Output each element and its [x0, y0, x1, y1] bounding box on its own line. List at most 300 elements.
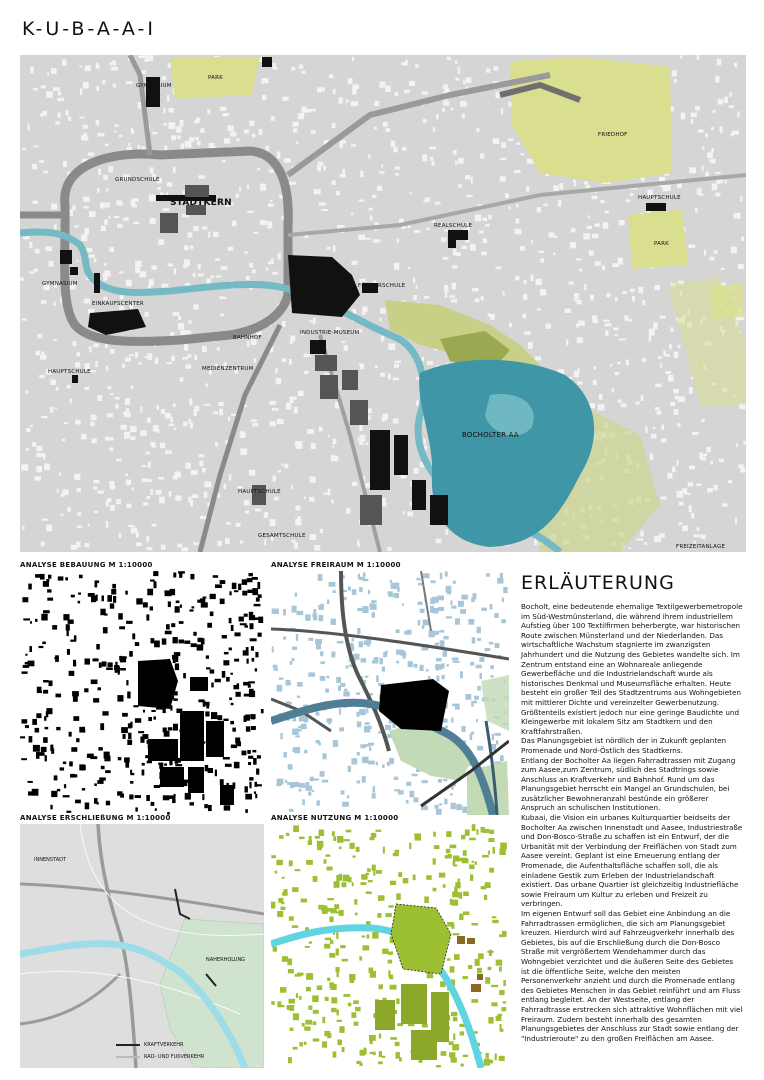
- building-block: [39, 752, 45, 756]
- map-block: [689, 466, 695, 470]
- nutzung-block: [449, 1041, 454, 1045]
- map-block: [653, 427, 655, 429]
- freiraum-block: [322, 780, 329, 783]
- freiraum-block: [359, 641, 364, 647]
- map-block: [168, 122, 175, 129]
- map-block: [81, 434, 86, 440]
- map-block: [40, 113, 43, 117]
- map-block: [124, 432, 130, 439]
- nutzung-block: [339, 910, 344, 916]
- map-block: [193, 304, 198, 309]
- nutzung-block: [340, 945, 345, 948]
- explanation-column: [521, 572, 743, 1043]
- nutzung-block: [313, 1021, 317, 1025]
- building-block: [106, 801, 110, 806]
- building-block: [173, 656, 176, 663]
- building-block: [208, 768, 213, 773]
- map-block: [247, 184, 249, 189]
- freiraum-block: [456, 804, 462, 810]
- map-block: [207, 109, 210, 114]
- map-block: [621, 403, 627, 407]
- nutzung-block: [403, 878, 409, 883]
- map-block: [619, 339, 626, 341]
- map-block: [641, 178, 645, 182]
- legend-rad-fussverkehr: RAD- UND FUßVERKEHR: [144, 1054, 205, 1060]
- nutzung-block: [333, 1051, 337, 1057]
- label-hauptschule-west: HAUPTSCHULE: [48, 369, 91, 375]
- map-block: [728, 480, 733, 483]
- nutzung-block: [339, 847, 342, 850]
- freiraum-block: [388, 591, 393, 594]
- map-block: [180, 120, 184, 126]
- building-block: [236, 692, 241, 697]
- map-block: [61, 493, 65, 497]
- nutzung-block: [484, 885, 486, 890]
- freiraum-block: [473, 701, 477, 704]
- map-block: [109, 166, 114, 172]
- map-block: [130, 426, 137, 432]
- freiraum-block: [304, 750, 307, 754]
- map-block: [235, 523, 240, 527]
- map-block: [475, 215, 481, 222]
- map-block: [282, 321, 286, 327]
- building-block: [210, 669, 215, 673]
- nutzung-block: [460, 1031, 465, 1035]
- building-block: [127, 692, 130, 699]
- map-block: [114, 216, 120, 218]
- building-block: [75, 800, 81, 804]
- map-block: [254, 358, 256, 363]
- building-block: [112, 584, 116, 589]
- freiraum-block: [299, 783, 305, 788]
- building-block: [73, 696, 78, 702]
- building-block: [193, 632, 196, 636]
- label-gymnasium-north: GYMNASIUM: [136, 83, 172, 89]
- map-block: [115, 124, 119, 127]
- nutzung-block: [325, 938, 331, 941]
- map-block: [121, 425, 127, 430]
- freiraum-block: [439, 803, 442, 805]
- map-block: [666, 354, 670, 357]
- map-block: [718, 99, 724, 105]
- map-block: [93, 487, 98, 490]
- map-block: [482, 218, 487, 222]
- map-block: [101, 226, 106, 231]
- nutzung-block: [447, 958, 450, 961]
- map-block: [359, 363, 363, 366]
- nutzung-block: [295, 869, 301, 871]
- building-block: [215, 679, 221, 683]
- map-block: [169, 108, 175, 113]
- nutzung-block: [348, 1003, 352, 1007]
- map-block: [30, 425, 33, 427]
- building-block: [47, 598, 53, 601]
- map-block: [53, 302, 56, 306]
- map-block: [674, 352, 678, 358]
- map-block: [77, 260, 79, 262]
- map-block: [138, 102, 141, 109]
- map-block: [717, 59, 722, 66]
- map-block: [594, 366, 596, 370]
- map-block: [148, 479, 152, 482]
- map-block: [577, 337, 583, 343]
- map-block: [107, 413, 113, 417]
- map-block: [131, 528, 137, 534]
- map-block: [190, 246, 193, 250]
- building-block: [151, 710, 155, 712]
- building-block: [253, 758, 257, 765]
- map-block: [481, 296, 484, 301]
- map-block: [192, 494, 199, 498]
- nutzung-block: [453, 933, 460, 935]
- map-block: [359, 200, 365, 202]
- map-block: [681, 113, 685, 120]
- map-block: [313, 318, 316, 325]
- freiraum-block: [376, 675, 379, 682]
- map-block: [187, 354, 191, 358]
- map-block: [295, 506, 300, 511]
- map-block: [636, 538, 643, 540]
- freiraum-block: [277, 779, 284, 785]
- nutzung-block: [451, 1012, 458, 1016]
- freiraum-block: [473, 593, 477, 599]
- freiraum-block: [344, 689, 347, 692]
- building-block: [124, 757, 130, 762]
- map-block: [93, 480, 99, 484]
- freiraum-block: [316, 644, 321, 650]
- map-block: [738, 111, 740, 117]
- map-block: [122, 364, 125, 368]
- nutzung-block: [482, 855, 489, 858]
- map-block: [488, 313, 491, 316]
- building-block: [28, 781, 33, 783]
- map-block: [261, 78, 264, 84]
- map-block: [173, 312, 180, 316]
- freiraum-block: [453, 661, 460, 663]
- nutzung-block: [308, 1006, 312, 1010]
- building-block: [66, 624, 70, 631]
- map-block: [163, 108, 165, 114]
- label-foerderschule: FÖRDERSCHULE: [358, 283, 406, 289]
- building-block: [249, 615, 255, 620]
- map-block: [102, 80, 105, 84]
- nutzung-block: [434, 845, 440, 849]
- map-block: [671, 327, 674, 332]
- map-block: [317, 166, 321, 172]
- map-block: [379, 171, 384, 173]
- nutzung-block: [342, 882, 347, 887]
- map-block: [503, 291, 505, 295]
- map-block: [613, 328, 618, 331]
- map-block: [204, 482, 211, 488]
- nutzung-block: [483, 829, 489, 833]
- nutzung-block: [359, 1063, 362, 1066]
- map-block: [247, 211, 254, 213]
- map-block: [359, 442, 363, 445]
- building-block: [261, 709, 264, 713]
- freiraum-block: [312, 790, 314, 793]
- building-block: [107, 595, 112, 602]
- map-block: [524, 331, 531, 335]
- freiraum-block: [387, 762, 390, 766]
- map-block: [97, 490, 103, 493]
- freiraum-road-2: [271, 629, 509, 659]
- map-block: [229, 474, 232, 481]
- building-block: [231, 703, 234, 705]
- nutzung-block: [487, 951, 493, 953]
- nutzung-block: [337, 972, 339, 977]
- map-block: [672, 70, 677, 76]
- nutzung-block: [489, 830, 494, 834]
- building-block: [29, 646, 32, 652]
- map-block: [422, 91, 428, 94]
- map-block: [202, 226, 208, 229]
- building-block: [154, 581, 157, 588]
- building-block: [229, 618, 232, 623]
- nutzung-block: [475, 959, 480, 966]
- map-block: [169, 424, 175, 426]
- building-block: [251, 726, 256, 730]
- label-naherholung: NAHERHOLUNG: [206, 957, 246, 963]
- map-block: [344, 345, 348, 351]
- map-block: [535, 356, 541, 360]
- map-block: [430, 157, 433, 161]
- building-block: [135, 807, 138, 811]
- map-block: [83, 82, 89, 88]
- building-block: [125, 591, 128, 595]
- map-block: [74, 474, 80, 480]
- nutzung-block: [369, 837, 374, 840]
- map-block: [593, 380, 597, 385]
- map-block: [385, 86, 391, 92]
- building-block: [175, 663, 179, 670]
- building-block: [175, 764, 182, 766]
- freiraum-block: [461, 726, 465, 732]
- building-block: [180, 605, 182, 608]
- nutzung-block: [317, 841, 324, 848]
- map-block: [167, 362, 172, 364]
- nutzung-block: [288, 1057, 292, 1063]
- map-block: [298, 516, 301, 521]
- map-block: [592, 234, 599, 238]
- freiraum-block: [272, 646, 274, 652]
- map-block: [594, 223, 599, 227]
- building-block: [54, 775, 58, 780]
- building-block: [93, 698, 99, 703]
- map-block: [182, 357, 188, 360]
- map-block: [116, 459, 122, 462]
- map-block: [75, 362, 80, 368]
- map-block: [150, 167, 154, 173]
- map-block: [362, 313, 366, 315]
- freiraum-block: [440, 640, 445, 647]
- freiraum-block: [394, 593, 400, 598]
- map-block: [540, 289, 546, 295]
- nutzung-block: [382, 949, 388, 954]
- nutzung-block: [469, 838, 476, 841]
- map-block: [715, 76, 719, 83]
- nutzung-block: [343, 875, 350, 882]
- map-block: [589, 250, 594, 255]
- map-block: [359, 424, 362, 431]
- nutzung-block: [373, 871, 375, 876]
- nutzung-block: [327, 867, 333, 871]
- freiraum-block: [479, 657, 484, 662]
- building-block: [150, 580, 155, 582]
- map-block: [675, 396, 679, 400]
- nutzung-block: [356, 847, 360, 852]
- map-block: [228, 247, 234, 251]
- nutzung-block: [306, 987, 311, 992]
- building-block: [49, 681, 53, 687]
- freiraum-block: [420, 609, 425, 613]
- freiraum-block: [280, 733, 282, 739]
- map-block: [222, 113, 229, 116]
- nutzung-block: [491, 985, 498, 987]
- map-block: [413, 295, 416, 300]
- freiraum-block: [320, 676, 326, 681]
- map-block: [394, 92, 398, 96]
- label-gymnasium-west: GYMNASIUM: [42, 281, 78, 287]
- map-block: [436, 114, 439, 119]
- freiraum-block: [364, 641, 369, 646]
- map-block: [663, 185, 669, 192]
- building-block: [166, 624, 170, 629]
- freiraum-block: [288, 764, 293, 770]
- map-block: [159, 497, 165, 504]
- map-block: [51, 204, 57, 210]
- building-block: [201, 602, 208, 607]
- map-block: [528, 342, 533, 349]
- freiraum-block: [368, 726, 371, 729]
- map-block: [149, 195, 156, 202]
- freiraum-block: [385, 725, 391, 730]
- nutzung-block: [293, 825, 299, 832]
- building-block: [206, 705, 209, 708]
- building-block: [118, 671, 120, 675]
- nutzung-block: [469, 865, 474, 870]
- freiraum-block: [297, 611, 304, 615]
- nutzung-block: [322, 1041, 327, 1047]
- map-block: [68, 117, 71, 121]
- freiraum-block: [362, 776, 366, 783]
- freiraum-block: [452, 704, 455, 706]
- map-block: [401, 62, 407, 66]
- map-block: [689, 387, 693, 394]
- label-freizeitanlage: FREIZEITANLAGE: [676, 544, 726, 550]
- map-block: [237, 486, 243, 488]
- nutzung-block: [503, 980, 506, 986]
- map-block: [33, 145, 38, 147]
- map-block: [614, 334, 618, 336]
- map-block: [103, 274, 107, 281]
- map-block: [360, 171, 363, 177]
- building-block: [52, 625, 57, 630]
- freiraum-block: [315, 639, 322, 644]
- map-block: [738, 264, 744, 269]
- freiraum-block: [319, 615, 324, 621]
- map-block: [615, 372, 619, 375]
- nutzung-block: [332, 831, 335, 836]
- freiraum-block: [368, 761, 375, 765]
- map-block: [462, 114, 465, 119]
- map-block: [466, 195, 473, 197]
- map-block: [640, 531, 643, 537]
- map-block: [515, 276, 519, 281]
- building-block: [255, 782, 258, 787]
- map-block: [174, 428, 177, 431]
- map-block: [534, 539, 537, 546]
- map-block: [21, 464, 28, 470]
- map-block: [224, 484, 226, 489]
- building-block: [118, 757, 122, 760]
- building-block: [248, 762, 251, 765]
- map-block: [701, 454, 707, 457]
- freiraum-block: [316, 800, 320, 805]
- map-block: [323, 492, 329, 494]
- map-block: [117, 224, 122, 228]
- freiraum-block: [357, 608, 363, 611]
- map-block: [93, 344, 99, 348]
- freiraum-block: [297, 696, 300, 698]
- map-block: [697, 188, 702, 194]
- map-block: [348, 78, 353, 84]
- map-block: [36, 453, 40, 458]
- nutzung-block: [337, 1020, 343, 1022]
- map-block: [715, 172, 721, 174]
- map-block: [51, 68, 57, 74]
- freiraum-block: [423, 573, 430, 578]
- freiraum-block: [430, 598, 434, 605]
- building-block: [43, 610, 50, 613]
- map-block: [509, 323, 512, 328]
- map-block: [139, 55, 145, 58]
- freiraum-block: [292, 606, 297, 613]
- map-block: [173, 167, 176, 174]
- map-block: [674, 79, 677, 83]
- map-block: [658, 356, 662, 359]
- map-block: [329, 74, 334, 78]
- building-block: [71, 774, 78, 777]
- nutzung-block: [281, 907, 286, 911]
- map-block: [89, 211, 96, 217]
- explanation-heading: ERLÄUTERUNG: [521, 572, 675, 594]
- building-block: [247, 578, 253, 582]
- building-block: [126, 621, 133, 624]
- map-block: [106, 366, 108, 372]
- map-block: [222, 160, 226, 162]
- map-block: [108, 386, 112, 389]
- nutzung-block: [424, 896, 429, 903]
- panel-erschliessung: [20, 824, 264, 1068]
- map-block: [182, 190, 184, 194]
- map-block: [77, 526, 82, 529]
- panel-erschliessung-title: ANALYSE ERSCHLIEßUNG M 1:10000: [20, 814, 171, 822]
- building-block: [98, 747, 102, 751]
- map-block: [294, 407, 298, 414]
- building-block: [155, 808, 157, 811]
- map-block: [276, 378, 282, 384]
- map-block: [678, 345, 681, 348]
- building-block: [23, 665, 29, 668]
- building-block: [33, 745, 40, 752]
- map-block: [443, 84, 448, 89]
- map-block: [741, 237, 744, 241]
- freiraum-block: [338, 686, 341, 691]
- freiraum-block: [408, 661, 413, 667]
- map-block: [32, 201, 38, 204]
- building-block: [252, 750, 256, 753]
